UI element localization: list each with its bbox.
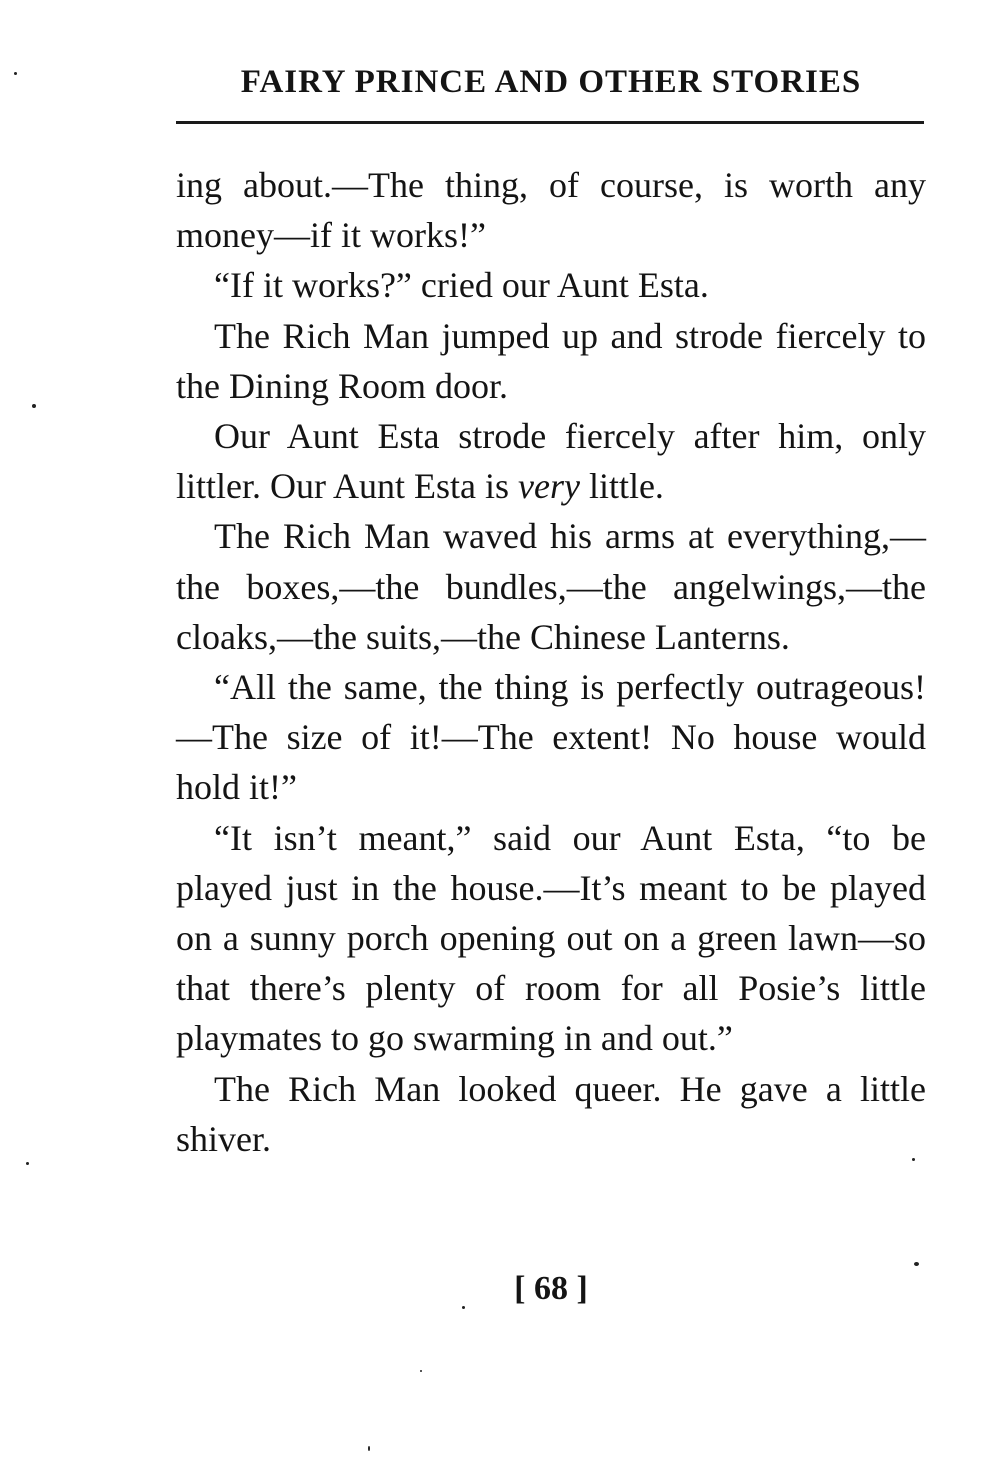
- text-run: The Rich Man waved his arms at everything,—the boxes,—the bundles,—the angelwings,—the cloaks,—the suits,—the Chinese Lanterns.: [176, 516, 926, 657]
- scan-speck: [32, 404, 36, 408]
- scan-speck: [26, 1162, 29, 1165]
- text-run: The Rich Man looked queer. He gave a little shiver.: [176, 1068, 926, 1159]
- body-text: [176, 160, 926, 1164]
- italic-text: very: [517, 466, 580, 507]
- scan-speck: [368, 1446, 370, 1451]
- paragraph: [176, 260, 926, 310]
- header-rule: [176, 121, 924, 124]
- paragraph: [176, 511, 926, 662]
- scan-speck: [14, 72, 17, 75]
- paragraph: [176, 411, 926, 511]
- paragraph: [176, 160, 926, 260]
- scan-speck: [420, 1370, 422, 1372]
- paragraph: [176, 311, 926, 411]
- text-run: ing about.—The thing, of course, is worth any money—if it works!”: [176, 165, 926, 256]
- scan-speck: [462, 1306, 465, 1309]
- paragraph: [176, 1064, 926, 1164]
- scan-speck: [914, 1262, 919, 1266]
- text-run: “All the same, the thing is perfectly outrageous!—The size of it!—The extent! No house would hold it!”: [176, 667, 926, 808]
- text-run: “If it works?” cried our Aunt Esta.: [214, 265, 709, 306]
- text-run: little.: [579, 466, 664, 507]
- paragraph: [176, 662, 926, 813]
- paragraph: [176, 813, 926, 1064]
- text-run: Our Aunt Esta strode fiercely after him, only littler. Our Aunt Esta is: [176, 416, 926, 507]
- running-head: FAIRY PRINCE AND OTHER STORIES: [240, 64, 862, 100]
- page-number: [ 68 ]: [514, 1270, 588, 1307]
- text-run: “It isn’t meant,” said our Aunt Esta, “to be played just in the house.—It’s meant to be played on a sunny porch opening out on a green lawn—so that there’s plenty of room for all Posie’s little playmates to go swarming in and out.”: [176, 817, 926, 1059]
- scan-speck: [912, 1158, 915, 1161]
- text-run: The Rich Man jumped up and strode fiercely to the Dining Room door.: [176, 315, 926, 406]
